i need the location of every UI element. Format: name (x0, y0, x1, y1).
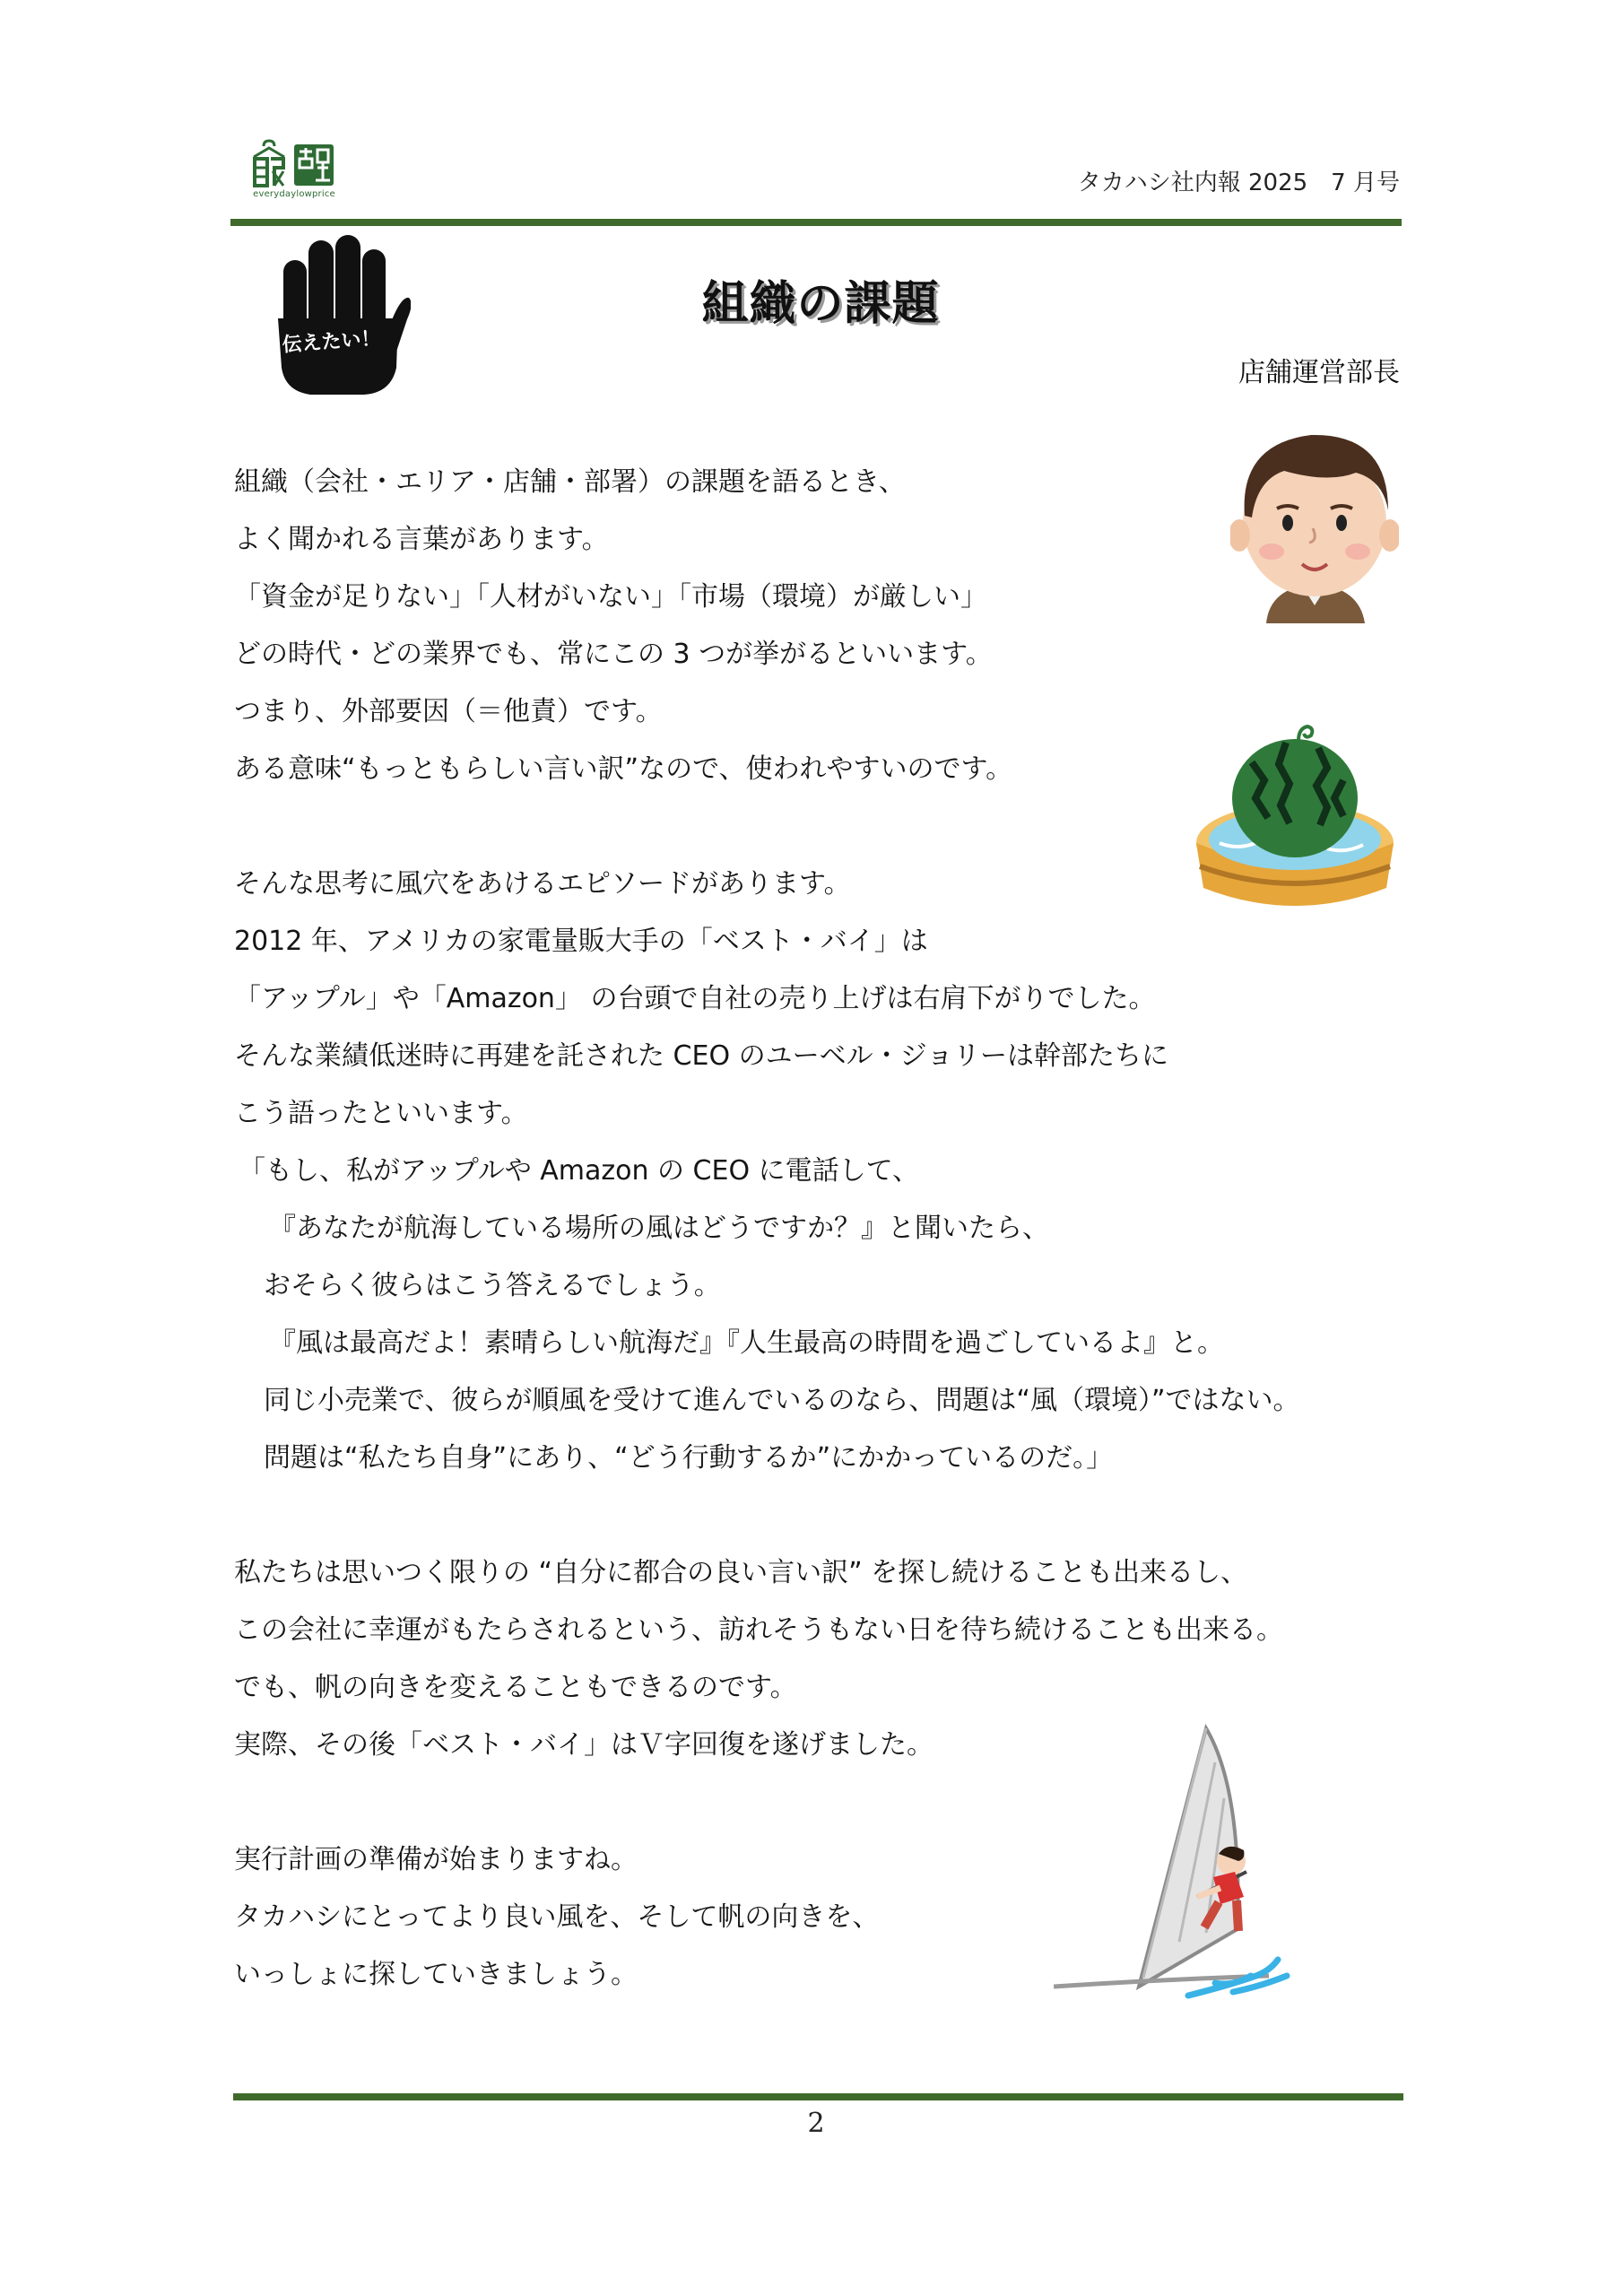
page-title: 組織の課題 (701, 277, 940, 331)
body-line: こう語ったといいます。 (234, 1098, 528, 1129)
quote-line: 「もし、私がアップルや Amazon の CEO に電話して、 (239, 1155, 920, 1187)
windsurfer-illustration (1054, 1718, 1305, 2022)
body-line: どの時代・どの業界でも、常にこの 3 つが挙がるといいます。 (234, 639, 993, 670)
raised-hand-icon (265, 233, 411, 396)
body-line: そんな思考に風穴をあけるエピソードがあります。 (234, 868, 851, 900)
hand-badge-text: 伝えたい！ (281, 327, 382, 357)
quote-line: 同じ小売業で、彼らが順風を受けて進んでいるのなら、問題は“風（環境）”ではない。 (264, 1385, 1300, 1416)
body-line: 組織（会社・エリア・店舗・部署）の課題を語るとき、 (234, 466, 906, 498)
body-line: 2012 年、アメリカの家電量販大手の「ベスト・バイ」は (234, 926, 928, 957)
watermelon-tub-illustration (1193, 709, 1397, 915)
page-number: 2 (807, 2108, 825, 2139)
body-line: つまり、外部要因（＝他責）です。 (234, 696, 663, 727)
quote-line: 『あなたが航海している場所の風はどうですか？』と聞いたら、 (269, 1213, 1049, 1244)
body-line: タカハシにとってより良い風を、そして帆の向きを、 (234, 1901, 880, 1933)
man-face-icon (1230, 417, 1399, 623)
body-line: よく聞かれる言葉があります。 (234, 524, 609, 555)
body-line: 実際、その後「ベスト・バイ」はＶ字回復を遂げました。 (234, 1729, 934, 1761)
hand-badge (265, 233, 411, 396)
body-line: 私たちは思いつく限りの “自分に都合の良い言い訳” を探し続けることも出来るし、 (234, 1557, 1248, 1588)
quote-line: 『風は最高だよ！素晴らしい航海だ』『人生最高の時間を過ごしているよ』と。 (269, 1327, 1224, 1359)
body-line: 「アップル」や「Amazon」 の台頭で自社の売り上げは右肩下がりでした。 (234, 983, 1156, 1014)
logo-tagline: everydaylowprice (253, 189, 335, 199)
windsurfing-icon (1054, 1718, 1305, 2022)
body-line: そんな業績低迷時に再建を託された CEO のユーベル・ジョリーは幹部たちに (234, 1040, 1168, 1072)
header-rule (230, 219, 1402, 226)
quote-line: おそらく彼らはこう答えるでしょう。 (264, 1270, 721, 1301)
man-portrait-illustration (1230, 417, 1399, 623)
watermelon-icon (1193, 709, 1397, 915)
body-line: ある意味“もっともらしい言い訳”なので、使われやすいのです。 (234, 753, 1013, 785)
body-line: 「資金が足りない」「人材がいない」「市場（環境）が厳しい」 (234, 581, 987, 613)
company-logo (248, 139, 341, 211)
body-line: 実行計画の準備が始まりますね。 (234, 1844, 638, 1875)
issue-label: タカハシ社内報 2025 7 月号 (1077, 170, 1400, 196)
quote-line: 問題は“私たち自身”にあり、“どう行動するか”にかかっているのだ。」 (264, 1442, 1114, 1474)
body-line: この会社に幸運がもたらされるという、訪れそうもない日を待ち続けることも出来る。 (234, 1614, 1283, 1646)
body-line: いっしょに探していきましょう。 (234, 1959, 638, 1990)
logo-mark-icon (251, 139, 337, 187)
body-line: でも、帆の向きを変えることもできるのです。 (234, 1672, 797, 1703)
footer-rule (233, 2093, 1403, 2100)
author-label: 店舗運営部長 (1238, 357, 1400, 388)
